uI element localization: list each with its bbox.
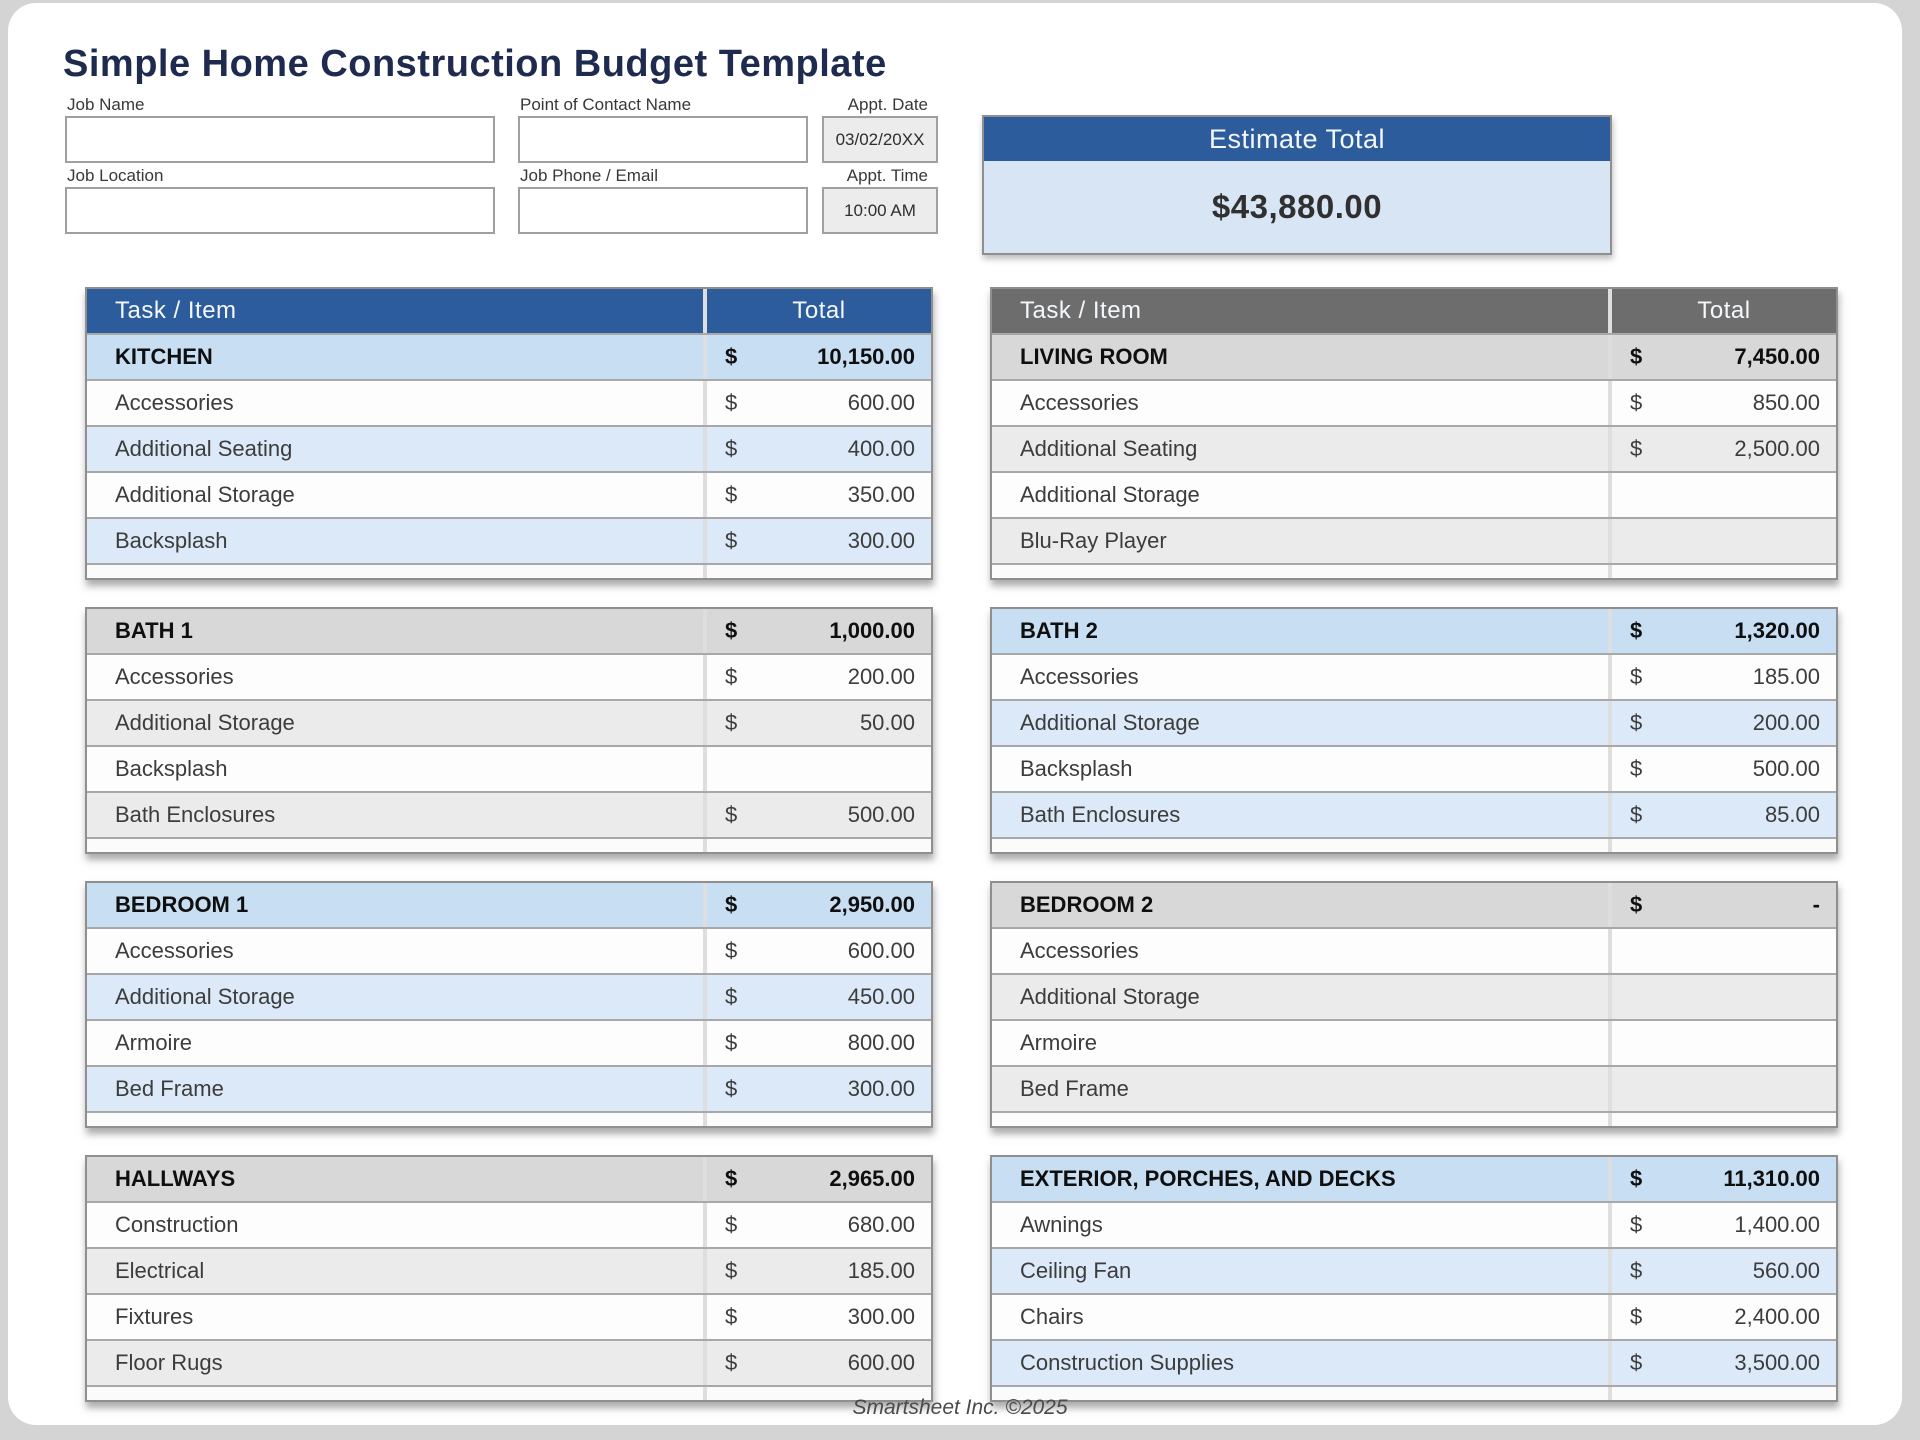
item-amount: 85.00	[1764, 802, 1820, 827]
item-row[interactable]	[87, 793, 931, 839]
currency-symbol: $	[1630, 436, 1643, 461]
item-row[interactable]	[992, 519, 1836, 565]
item-total-cell[interactable]	[703, 1067, 931, 1111]
currency-symbol: $	[725, 1030, 738, 1055]
item-name-cell[interactable]: Floor Rugs	[115, 1350, 223, 1375]
budget-table-bedroom-2	[990, 881, 1838, 1128]
currency-symbol: $	[725, 984, 738, 1009]
item-amount: 185.00	[1752, 664, 1820, 689]
clipped-total-cell	[1608, 565, 1836, 578]
section-total-amount: 2,965.00	[829, 1166, 915, 1191]
section-total-row[interactable]	[87, 335, 931, 381]
item-name-cell[interactable]: Fixtures	[115, 1304, 194, 1329]
item-row[interactable]	[87, 427, 931, 473]
section-total-amount: 2,950.00	[829, 892, 915, 917]
budget-tables-grid	[85, 287, 1838, 1402]
estimate-total-label: Estimate Total	[984, 117, 1610, 161]
item-name-cell[interactable]: Additional Storage	[1020, 482, 1200, 507]
section-total-cell[interactable]	[1608, 609, 1836, 653]
item-name-cell[interactable]: Additional Seating	[115, 436, 293, 461]
clipped-next-row	[87, 565, 931, 578]
budget-table-hallways	[85, 1155, 933, 1402]
item-name-cell[interactable]: Accessories	[115, 390, 234, 415]
item-row[interactable]	[87, 655, 931, 701]
item-total-cell[interactable]	[1608, 1203, 1836, 1247]
appt-date-field[interactable]: 03/02/20XX	[822, 116, 938, 163]
item-row[interactable]	[87, 519, 931, 565]
section-total-row[interactable]	[992, 335, 1836, 381]
budget-table-bath-2	[990, 607, 1838, 854]
item-total-cell[interactable]	[703, 975, 931, 1019]
item-name-cell[interactable]: Additional Storage	[1020, 984, 1200, 1009]
item-name-cell[interactable]: Blu-Ray Player	[1020, 528, 1167, 553]
job-name-input[interactable]	[65, 116, 495, 163]
budget-table-living-room	[990, 287, 1838, 580]
currency-symbol: $	[1630, 664, 1643, 689]
budget-table-bath-1	[85, 607, 933, 854]
estimate-total-value: $43,880.00	[984, 161, 1610, 253]
clipped-task-cell	[87, 565, 703, 578]
item-amount: 3,500.00	[1734, 1350, 1820, 1375]
item-row[interactable]	[992, 1203, 1836, 1249]
item-amount: 600.00	[847, 1350, 915, 1375]
currency-symbol: $	[725, 1304, 738, 1329]
item-row[interactable]	[992, 1021, 1836, 1067]
section-total-row[interactable]	[992, 1157, 1836, 1203]
item-row[interactable]	[87, 1295, 931, 1341]
currency-symbol: $	[725, 1258, 738, 1283]
appt-time-field[interactable]: 10:00 AM	[822, 187, 938, 234]
budget-table-exterior-porches-and-decks	[990, 1155, 1838, 1402]
section-name-cell[interactable]: KITCHEN	[115, 344, 213, 369]
item-total-cell[interactable]	[1608, 747, 1836, 791]
currency-symbol: $	[725, 390, 738, 415]
item-name-cell[interactable]: Accessories	[115, 664, 234, 689]
section-name-cell[interactable]: BATH 2	[1020, 618, 1098, 643]
currency-symbol: $	[1630, 802, 1643, 827]
clipped-total-cell	[703, 1113, 931, 1126]
item-name-cell[interactable]: Additional Seating	[1020, 436, 1198, 461]
item-row[interactable]	[87, 1203, 931, 1249]
currency-symbol: $	[1630, 756, 1643, 781]
table-column-header-row	[87, 289, 931, 335]
item-name-cell[interactable]: Chairs	[1020, 1304, 1084, 1329]
clipped-task-cell	[87, 1113, 703, 1126]
item-total-cell[interactable]	[1608, 975, 1836, 1019]
item-total-cell[interactable]	[703, 381, 931, 425]
section-total-cell[interactable]	[703, 883, 931, 927]
section-name-cell[interactable]: EXTERIOR, PORCHES, AND DECKS	[1020, 1166, 1396, 1191]
currency-symbol: $	[725, 892, 738, 917]
item-amount: 450.00	[847, 984, 915, 1009]
item-name-cell[interactable]: Backsplash	[1020, 756, 1133, 781]
table-column-header-row	[992, 289, 1836, 335]
section-total-cell[interactable]	[703, 335, 931, 379]
item-total-cell[interactable]	[1608, 381, 1836, 425]
item-name-cell[interactable]: Construction	[115, 1212, 239, 1237]
item-name-cell[interactable]: Awnings	[1020, 1212, 1103, 1237]
currency-symbol: $	[725, 1350, 738, 1375]
item-row[interactable]	[992, 381, 1836, 427]
item-name-cell[interactable]: Armoire	[115, 1030, 193, 1055]
currency-symbol: $	[1630, 1350, 1643, 1375]
section-total-cell[interactable]	[703, 1157, 931, 1201]
item-row[interactable]	[992, 473, 1836, 519]
item-row[interactable]	[87, 1067, 931, 1113]
item-amount: 2,500.00	[1734, 436, 1820, 461]
currency-symbol: $	[1630, 892, 1643, 917]
item-amount: 350.00	[847, 482, 915, 507]
section-name-cell[interactable]: BEDROOM 1	[115, 892, 249, 917]
item-total-cell[interactable]	[703, 1021, 931, 1065]
phone-email-input[interactable]	[518, 187, 808, 234]
item-row[interactable]	[87, 975, 931, 1021]
item-name-cell[interactable]: Accessories	[1020, 664, 1139, 689]
section-name-cell[interactable]: LIVING ROOM	[1020, 344, 1168, 369]
currency-symbol: $	[1630, 1212, 1643, 1237]
item-amount: 500.00	[1752, 756, 1820, 781]
item-name-cell[interactable]: Backsplash	[115, 528, 228, 553]
section-total-amount: 1,000.00	[829, 618, 915, 643]
clipped-next-row	[87, 1113, 931, 1126]
section-name-cell[interactable]: BATH 1	[115, 618, 193, 643]
section-total-amount: 11,310.00	[1723, 1166, 1820, 1191]
item-total-cell[interactable]	[703, 1295, 931, 1339]
currency-symbol: $	[725, 482, 738, 507]
item-amount: 50.00	[859, 710, 915, 735]
item-total-cell[interactable]	[703, 473, 931, 517]
clipped-task-cell	[992, 1113, 1608, 1126]
item-total-cell[interactable]	[1608, 1295, 1836, 1339]
item-amount: 200.00	[1752, 710, 1820, 735]
item-row[interactable]	[992, 1295, 1836, 1341]
section-total-amount: -	[1812, 892, 1820, 917]
job-location-input[interactable]	[65, 187, 495, 234]
item-total-cell[interactable]	[1608, 1341, 1836, 1385]
item-row[interactable]	[992, 1249, 1836, 1295]
item-amount: 800.00	[847, 1030, 915, 1055]
item-amount: 1,400.00	[1734, 1212, 1820, 1237]
item-amount: 850.00	[1752, 390, 1820, 415]
item-name-cell[interactable]: Backsplash	[115, 756, 228, 781]
item-total-cell[interactable]	[703, 519, 931, 563]
total-column-header: Total	[1608, 289, 1836, 333]
section-total-row[interactable]	[87, 609, 931, 655]
item-name-cell[interactable]: Accessories	[1020, 390, 1139, 415]
item-amount: 500.00	[847, 802, 915, 827]
clipped-next-row	[992, 839, 1836, 852]
item-row[interactable]	[992, 793, 1836, 839]
item-name-cell[interactable]: Construction Supplies	[1020, 1350, 1235, 1375]
contact-name-input[interactable]	[518, 116, 808, 163]
item-amount: 560.00	[1752, 1258, 1820, 1283]
item-amount: 400.00	[847, 436, 915, 461]
item-row[interactable]	[87, 929, 931, 975]
item-row[interactable]	[87, 747, 931, 793]
item-total-cell[interactable]	[703, 929, 931, 973]
item-total-cell[interactable]	[703, 701, 931, 745]
currency-symbol: $	[725, 1166, 738, 1191]
section-name-cell[interactable]: BEDROOM 2	[1020, 892, 1154, 917]
item-total-cell[interactable]	[1608, 473, 1836, 517]
item-row[interactable]	[87, 1341, 931, 1387]
item-total-cell[interactable]	[703, 1249, 931, 1293]
clipped-task-cell	[992, 565, 1608, 578]
item-total-cell[interactable]	[1608, 1067, 1836, 1111]
currency-symbol: $	[1630, 390, 1643, 415]
currency-symbol: $	[725, 528, 738, 553]
appt-date-label: Appt. Date	[847, 95, 928, 114]
section-total-amount: 10,150.00	[817, 344, 915, 369]
item-total-cell[interactable]	[703, 747, 931, 791]
item-total-cell[interactable]	[1608, 1021, 1836, 1065]
item-total-cell[interactable]	[1608, 519, 1836, 563]
section-total-cell[interactable]	[1608, 1157, 1836, 1201]
item-row[interactable]	[87, 1249, 931, 1295]
clipped-total-cell	[1608, 1113, 1836, 1126]
currency-symbol: $	[1630, 1304, 1643, 1329]
footer-credit: Smartsheet Inc. ©2025	[852, 1396, 1068, 1419]
currency-symbol: $	[725, 1076, 738, 1101]
item-name-cell[interactable]: Bed Frame	[115, 1076, 224, 1101]
section-total-row[interactable]	[87, 883, 931, 929]
budget-table-bedroom-1	[85, 881, 933, 1128]
currency-symbol: $	[725, 618, 738, 643]
item-row[interactable]	[992, 1067, 1836, 1113]
item-amount: 600.00	[847, 938, 915, 963]
section-total-cell[interactable]	[1608, 883, 1836, 927]
clipped-next-row	[87, 839, 931, 852]
item-row[interactable]	[992, 975, 1836, 1021]
section-total-cell[interactable]	[703, 609, 931, 653]
job-location-label: Job Location	[67, 166, 164, 185]
currency-symbol: $	[1630, 618, 1643, 643]
estimate-total-card	[982, 115, 1612, 255]
currency-symbol: $	[1630, 1258, 1643, 1283]
currency-symbol: $	[1630, 710, 1643, 735]
item-amount: 2,400.00	[1734, 1304, 1820, 1329]
item-amount: 680.00	[847, 1212, 915, 1237]
item-row[interactable]	[992, 929, 1836, 975]
item-row[interactable]	[87, 473, 931, 519]
section-total-row[interactable]	[992, 609, 1836, 655]
item-total-cell[interactable]	[703, 655, 931, 699]
item-total-cell[interactable]	[1608, 655, 1836, 699]
item-amount: 300.00	[847, 1076, 915, 1101]
currency-symbol: $	[725, 436, 738, 461]
item-total-cell[interactable]	[1608, 1249, 1836, 1293]
item-total-cell[interactable]	[1608, 929, 1836, 973]
currency-symbol: $	[725, 664, 738, 689]
clipped-total-cell	[703, 565, 931, 578]
currency-symbol: $	[725, 344, 738, 369]
item-amount: 600.00	[847, 390, 915, 415]
item-row[interactable]	[992, 701, 1836, 747]
item-name-cell[interactable]: Accessories	[1020, 938, 1139, 963]
clipped-next-row	[992, 1113, 1836, 1126]
item-total-cell[interactable]	[703, 427, 931, 471]
item-total-cell[interactable]	[1608, 701, 1836, 745]
section-total-amount: 1,320.00	[1734, 618, 1820, 643]
item-name-cell[interactable]: Bath Enclosures	[115, 802, 276, 827]
item-row[interactable]	[992, 1341, 1836, 1387]
item-amount: 200.00	[847, 664, 915, 689]
item-name-cell[interactable]: Additional Storage	[1020, 710, 1200, 735]
section-total-cell[interactable]	[1608, 335, 1836, 379]
clipped-next-row	[992, 565, 1836, 578]
clipped-task-cell	[992, 839, 1608, 852]
item-name-cell[interactable]: Bath Enclosures	[1020, 802, 1181, 827]
item-total-cell[interactable]	[703, 1341, 931, 1385]
item-name-cell[interactable]: Electrical	[115, 1258, 205, 1283]
item-amount: 300.00	[847, 528, 915, 553]
clipped-total-cell	[703, 839, 931, 852]
item-row[interactable]	[992, 655, 1836, 701]
section-total-amount: 7,450.00	[1734, 344, 1820, 369]
job-name-label: Job Name	[67, 95, 145, 114]
section-total-row[interactable]	[87, 1157, 931, 1203]
clipped-total-cell	[1608, 839, 1836, 852]
currency-symbol: $	[1630, 1166, 1643, 1191]
budget-table-kitchen	[85, 287, 933, 580]
item-name-cell[interactable]: Armoire	[1020, 1030, 1098, 1055]
item-row[interactable]	[87, 701, 931, 747]
item-row[interactable]	[87, 1021, 931, 1067]
item-name-cell[interactable]: Accessories	[115, 938, 234, 963]
task-item-column-header: Task / Item	[115, 297, 237, 324]
item-row[interactable]	[87, 381, 931, 427]
item-total-cell[interactable]	[1608, 793, 1836, 837]
item-total-cell[interactable]	[703, 1203, 931, 1247]
currency-symbol: $	[725, 938, 738, 963]
item-total-cell[interactable]	[703, 793, 931, 837]
total-column-header: Total	[703, 289, 931, 333]
currency-symbol: $	[725, 802, 738, 827]
item-row[interactable]	[992, 747, 1836, 793]
currency-symbol: $	[725, 1212, 738, 1237]
item-name-cell[interactable]: Additional Storage	[115, 482, 295, 507]
item-name-cell[interactable]: Ceiling Fan	[1020, 1258, 1132, 1283]
item-amount: 300.00	[847, 1304, 915, 1329]
task-item-column-header: Task / Item	[1020, 297, 1142, 324]
item-name-cell[interactable]: Bed Frame	[1020, 1076, 1129, 1101]
item-amount: 185.00	[847, 1258, 915, 1283]
item-total-cell[interactable]	[1608, 427, 1836, 471]
clipped-task-cell	[87, 839, 703, 852]
section-total-row[interactable]	[992, 883, 1836, 929]
item-name-cell[interactable]: Additional Storage	[115, 710, 295, 735]
phone-email-label: Job Phone / Email	[520, 166, 658, 185]
appt-time-label: Appt. Time	[846, 166, 928, 185]
item-name-cell[interactable]: Additional Storage	[115, 984, 295, 1009]
contact-name-label: Point of Contact Name	[520, 95, 692, 114]
currency-symbol: $	[725, 710, 738, 735]
section-name-cell[interactable]: HALLWAYS	[115, 1166, 236, 1191]
item-row[interactable]	[992, 427, 1836, 473]
page-title: Simple Home Construction Budget Template	[63, 43, 887, 86]
currency-symbol: $	[1630, 344, 1643, 369]
